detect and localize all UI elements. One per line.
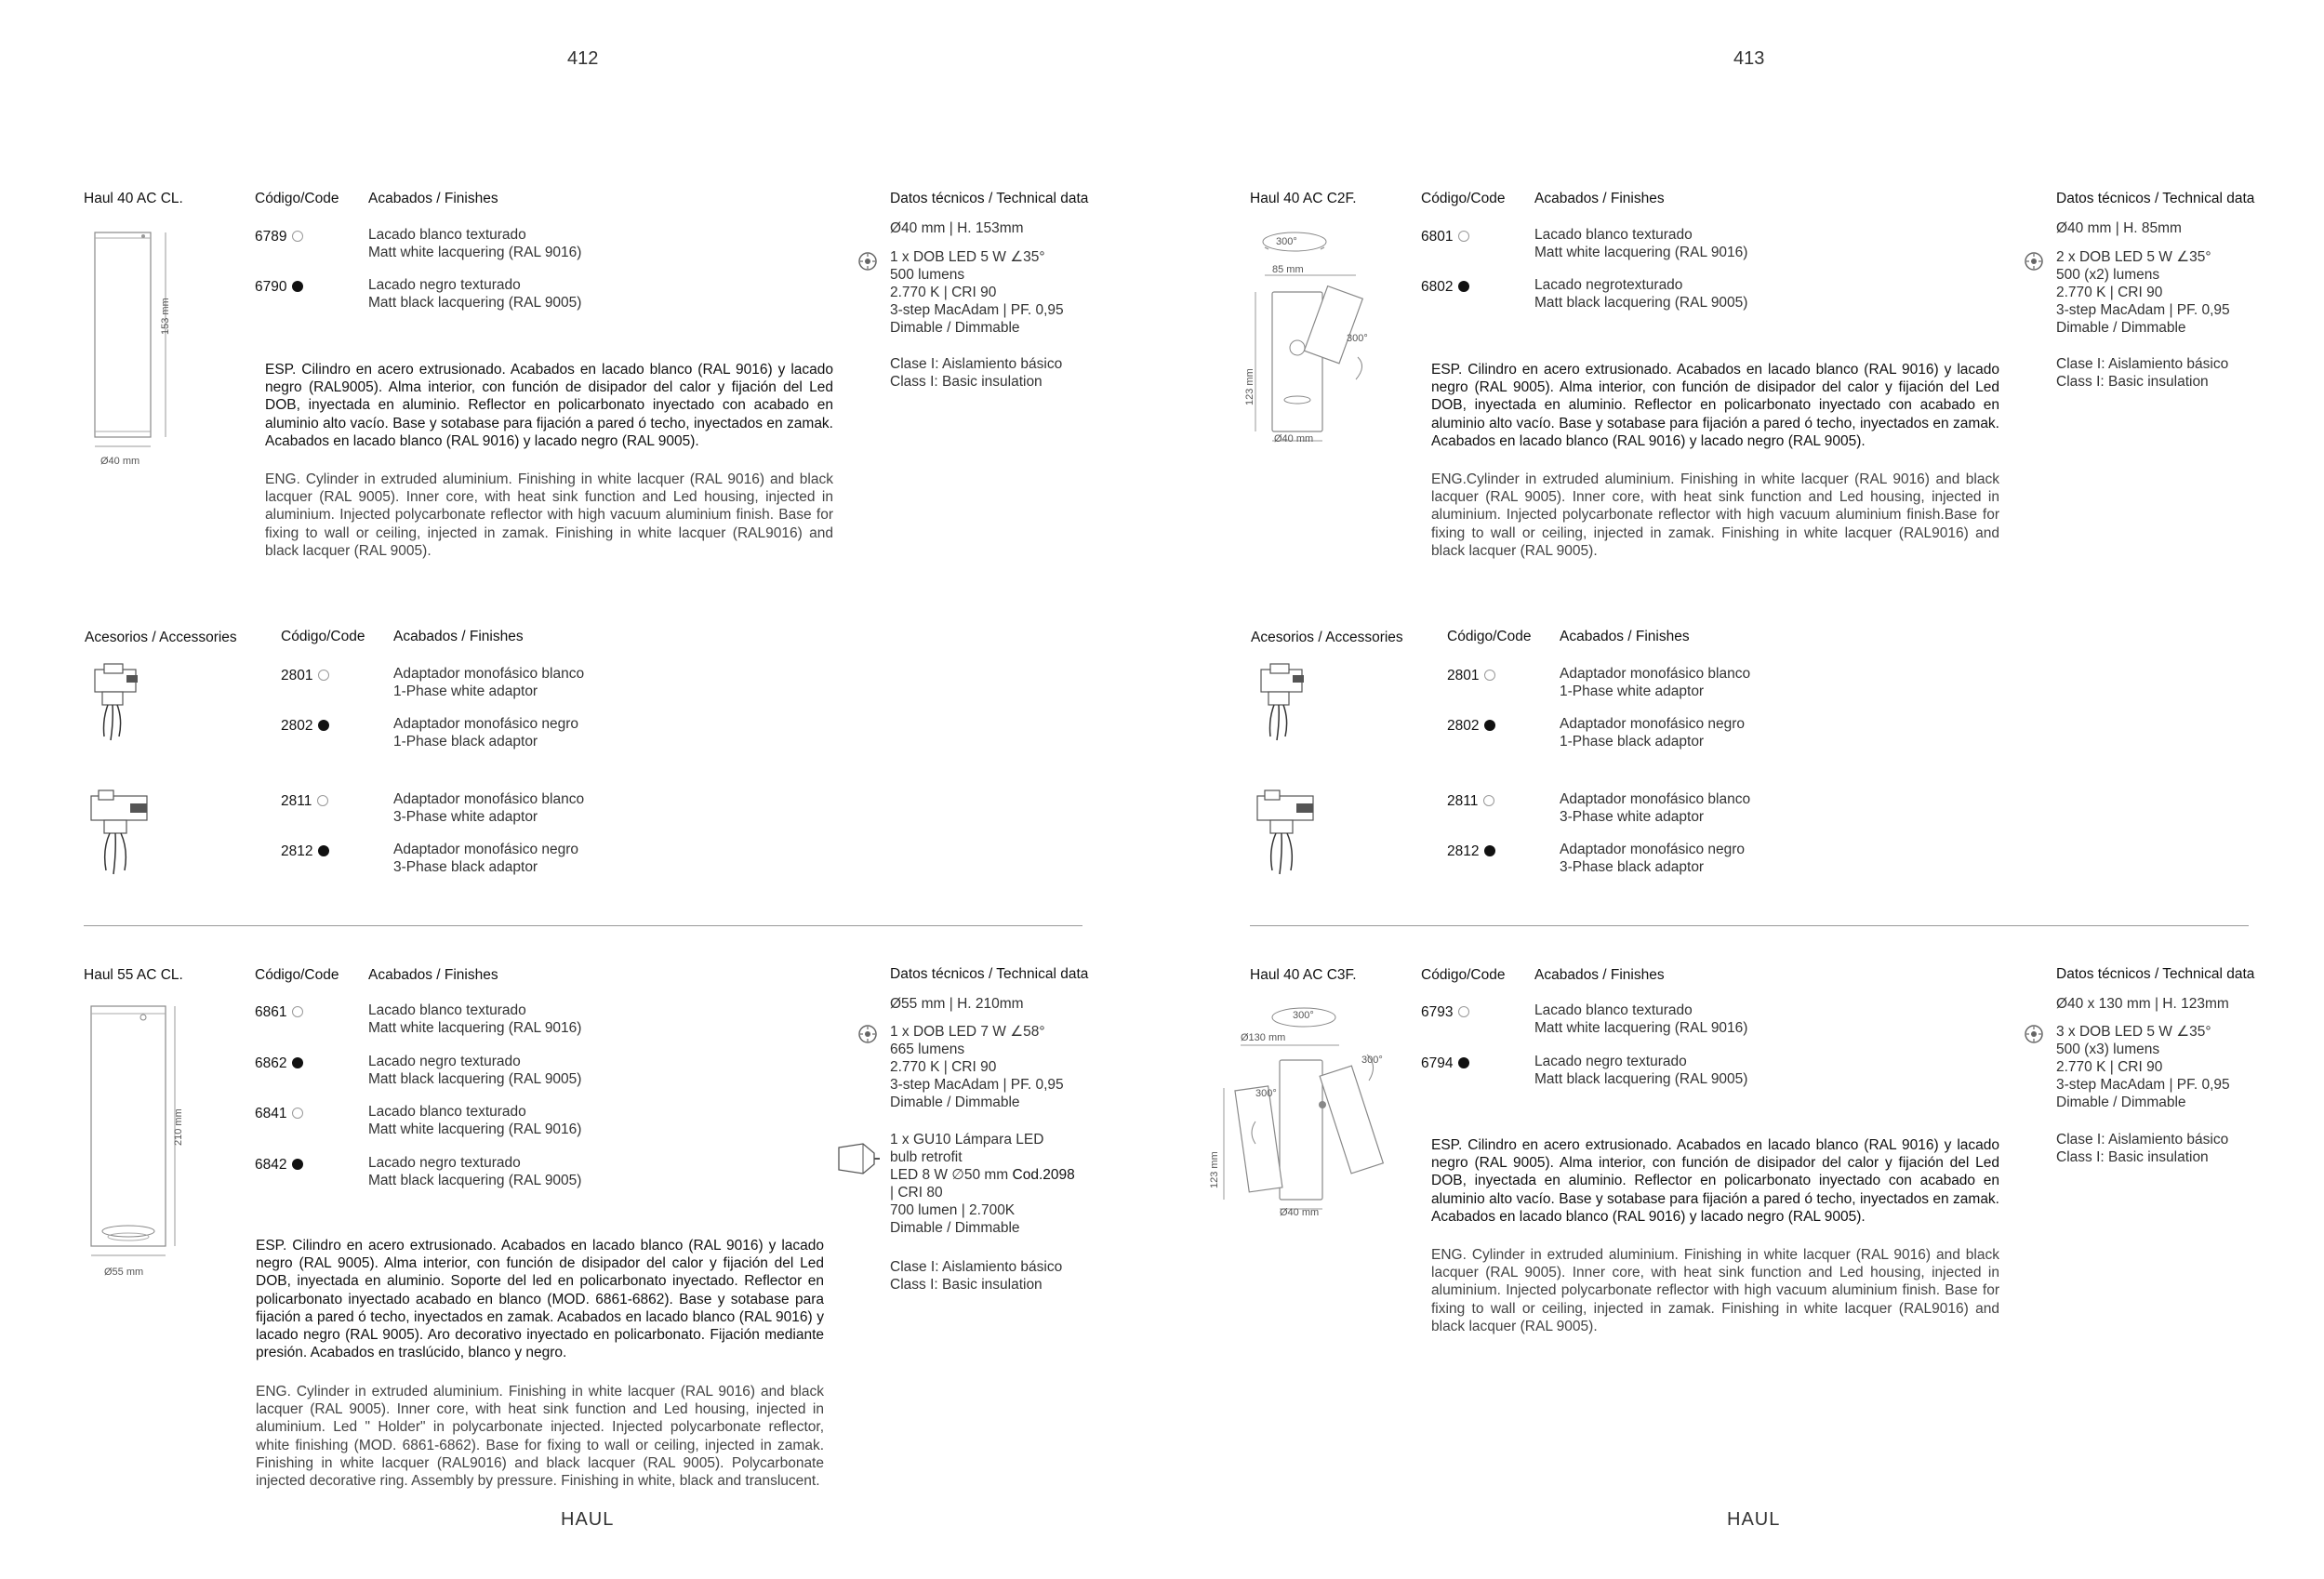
adaptor-1phase-drawing [1252,662,1317,746]
code-header: Código/Code [255,191,339,206]
accessories-header: Acesorios / Accessories [85,630,237,645]
white-finish-dot [1458,1006,1469,1017]
diameter-dimension: Ø55 mm [104,1267,144,1278]
code-item: 6862 [255,1055,303,1072]
finish-item: Lacado blanco texturado Matt white lacquering (RAL 9016) [1534,227,1748,260]
code-item: 6794 [1421,1055,1469,1072]
tech-header: Datos técnicos / Technical data [2056,966,2255,982]
finish-item: Adaptador monofásico negro 3-Phase black adaptor [393,842,579,875]
finishes-header: Acabados / Finishes [368,967,498,983]
adaptor-1phase-drawing [86,662,151,746]
white-finish-dot [292,1108,303,1119]
rotation-label: 300° [1276,236,1297,247]
finish-item: Lacado blanco texturado Matt white lacquering (RAL 9016) [1534,1002,1748,1036]
finish-item: Lacado negro texturado Matt black lacquering (RAL 9005) [368,1054,582,1087]
tech-dimensions: Ø40 mm | H. 85mm [2056,220,2182,236]
black-finish-dot [318,845,329,856]
product-title: Haul 40 AC C2F. [1250,191,1357,206]
product-drawing [1246,227,1395,450]
height-dimension: 153 mm [160,298,171,335]
code-header: Código/Code [1447,629,1532,644]
gu10-specs: 1 x GU10 Lámpara LED bulb retrofit LED 8 W ∅50 mm Cod.2098 | CRI 80 700 lumen | 2.700K Dimable / Dimmable [890,1132,1075,1236]
tech-specs: 1 x DOB LED 5 W ∠35° 500 lumens 2.770 K | CRI 90 3-step MacAdam | PF. 0,95 Dimable / Dimmable [890,249,1064,336]
product-title: Haul 55 AC CL. [84,967,183,983]
product-drawing [74,223,195,474]
page-number-left: 412 [567,48,599,69]
section-divider [84,925,1082,926]
description-eng: ENG. Cylinder in extruded aluminium. Finishing in white lacquer (RAL 9016) and black lacquer (RAL 9005). Inner core, with heat sink function and Led housing, injected in aluminium. Led " Holder" in polycarbonate injected. Injected polycarbonate reflector, white finishing (MOD. 6861-6862). Base for fixing to wall or ceiling, injected in zamak. Finishing in white lacquer (RAL9016) and black lacquer (RAL 9005). Polycarbonate injected decorative ring. Assembly by pressure. Finishing in white, black and translucent. [256,1384,824,1490]
description-eng: ENG.Cylinder in extruded aluminium. Finishing in white lacquer (RAL 9016) and black lacquer (RAL 9005). Inner core, with heat sink function and Led housing, injected in aluminium. Injected polycarbonate reflector with high vacuum aluminium finish.Base for fixing to wall or ceiling, injected in zamak. Finishing in white lacquer (RAL9016) and black lacquer (RAL 9005). [1431,471,1999,559]
insulation-class: Clase I: Aislamiento básico Class I: Basic insulation [890,356,1063,390]
white-finish-dot [292,231,303,242]
black-finish-dot [318,720,329,731]
black-finish-dot [1458,1057,1469,1068]
product-title: Haul 40 AC CL. [84,191,183,206]
insulation-class: Clase I: Aislamiento básico Class I: Basic insulation [890,1259,1063,1293]
code-item: 6841 [255,1106,303,1122]
code-item: 2802 [281,718,329,735]
code-item: 2801 [1447,668,1495,684]
led-icon [857,1024,878,1049]
tech-header: Datos técnicos / Technical data [890,191,1089,206]
insulation-class: Clase I: Aislamiento básico Class I: Basic insulation [2056,356,2229,390]
finishes-header: Acabados / Finishes [368,191,498,206]
finish-item: Adaptador monofásico negro 3-Phase black adaptor [1560,842,1746,875]
black-finish-dot [292,1159,303,1170]
code-item: 2812 [1447,843,1495,860]
rotation-label: 300° [1361,1055,1383,1066]
finish-item: Adaptador monofásico blanco 3-Phase white adaptor [393,791,585,825]
finish-item: Lacado negro texturado Matt black lacquering (RAL 9005) [368,1155,582,1188]
product-title: Haul 40 AC C3F. [1250,967,1357,983]
black-finish-dot [292,1057,303,1068]
tech-header: Datos técnicos / Technical data [890,966,1089,982]
insulation-class: Clase I: Aislamiento básico Class I: Basic insulation [2056,1132,2229,1165]
rotation-label: 300° [1293,1010,1314,1021]
finish-item: Adaptador monofásico blanco 3-Phase white adaptor [1560,791,1751,825]
code-item: 6842 [255,1157,303,1174]
description-esp: ESP. Cilindro en acero extrusionado. Acabados en lacado blanco (RAL 9016) y lacado negro (RAL9005). Alma interior, con función de disipador del calor y fijación del Led DOB, inyectada en aluminio. Reflector en policarbonato inyectado con acabado en aluminio alto vacío. Base y sotabase para fijación a pared ó techo, inyectados en zamak. Acabados en lacado blanco (RAL 9016) y lacado negro (RAL 9005). [265,362,833,449]
white-finish-dot [317,795,328,806]
tech-specs: 1 x DOB LED 7 W ∠58° 665 lumens 2.770 K | CRI 90 3-step MacAdam | PF. 0,95 Dimable / Dimmable [890,1024,1064,1110]
code-item: 6789 [255,229,303,245]
finishes-header: Acabados / Finishes [1560,629,1690,644]
height-dimension: 123 mm [1209,1151,1220,1188]
diameter-dimension: Ø40 mm [100,456,140,467]
description-eng: ENG. Cylinder in extruded aluminium. Finishing in white lacquer (RAL 9016) and black lacquer (RAL 9005). Inner core, with heat sink function and Led housing, injected in aluminium. Injected polycarbonate reflector with high vacuum aluminium finish. Base for fixing to wall or ceiling, injected in zamak. Finishing in white lacquer (RAL9016) and black lacquer (RAL 9005). [1431,1247,1999,1334]
finishes-header: Acabados / Finishes [1534,967,1665,983]
black-finish-dot [1484,845,1495,856]
code-header: Código/Code [255,967,339,983]
code-header: Código/Code [281,629,365,644]
code-item: 6801 [1421,229,1469,245]
finish-item: Adaptador monofásico negro 1-Phase black adaptor [1560,716,1746,750]
height-dimension: 210 mm [173,1108,184,1146]
tech-dimensions: Ø40 x 130 mm | H. 123mm [2056,996,2229,1012]
finishes-header: Acabados / Finishes [1534,191,1665,206]
led-icon [2024,251,2044,276]
finish-item: Adaptador monofásico blanco 1-Phase white adaptor [393,666,585,699]
gu10-bulb-icon [835,1140,880,1182]
rotation-label: 300° [1255,1088,1277,1099]
diameter-dimension: Ø40 mm [1280,1207,1320,1218]
accessories-header: Acesorios / Accessories [1251,630,1403,645]
code-item: 2801 [281,668,329,684]
black-finish-dot [292,281,303,292]
tech-specs: 2 x DOB LED 5 W ∠35° 500 (x2) lumens 2.770 K | CRI 90 3-step MacAdam | PF. 0,95 Dimable / Dimmable [2056,249,2230,336]
finish-item: Adaptador monofásico blanco 1-Phase white adaptor [1560,666,1751,699]
finish-item: Lacado blanco texturado Matt white lacquering (RAL 9016) [368,227,582,260]
description-esp: ESP. Cilindro en acero extrusionado. Acabados en lacado blanco (RAL 9016) y lacado negro (RAL 9005). Alma interior, con función de disipador del calor y fijación del Led DOB, inyectada en aluminio. Reflector en policarbonato inyectado con acabado en aluminio alto vacío. Base y sotabase para fijación a pared ó techo, inyectados en zamak. Acabados en lacado blanco (RAL 9016) y lacado negro (RAL 9005). [1431,362,1999,449]
code-item: 6861 [255,1004,303,1021]
finish-item: Lacado negro texturado Matt black lacquering (RAL 9005) [368,277,582,311]
code-item: 2811 [281,793,328,810]
finish-item: Lacado negrotexturado Matt black lacquering (RAL 9005) [1534,277,1748,311]
finish-item: Adaptador monofásico negro 1-Phase black adaptor [393,716,579,750]
white-finish-dot [292,1006,303,1017]
led-icon [857,251,878,276]
code-item: 6802 [1421,279,1469,296]
footer-brand-right: HAUL [1727,1509,1781,1530]
height-dimension: 123 mm [1244,368,1255,405]
adaptor-3phase-drawing [86,789,160,877]
description-esp: ESP. Cilindro en acero extrusionado. Acabados en lacado blanco (RAL 9016) y lacado negro (RAL 9005). Alma interior, con función de disipador del calor y fijación del Led DOB, inyectada en aluminio. Reflector en policarbonato inyectado con acabado en aluminio alto vacío. Base y sotabase para fijación a pared ó techo, inyectados en zamak. Acabados en lacado blanco (RAL 9016) y lacado negro (RAL 9005). [1431,1137,1999,1225]
code-item: 2802 [1447,718,1495,735]
code-header: Código/Code [1421,967,1506,983]
code-item: 6793 [1421,1004,1469,1021]
tech-dimensions: Ø55 mm | H. 210mm [890,996,1024,1012]
white-finish-dot [1458,231,1469,242]
black-finish-dot [1458,281,1469,292]
white-finish-dot [1483,795,1494,806]
description-esp: ESP. Cilindro en acero extrusionado. Acabados en lacado blanco (RAL 9016) y lacado negro (RAL 9005). Alma interior, con función de disipador del calor y fijación del Led DOB, inyectada en aluminio. Soporte del led en policarbonato inyectado. Reflector en policarbonato inyectado acabado en blanco (MOD. 6861-6862). Base y sotabase para fijación a pared ó techo, inyectados en zamak. Acabados en lacado blanco (RAL 9016) y lacado negro (RAL 9005). Aro decorativo inyectado en policarbonato. Fijación mediante presión. Acabados en traslúcido, blanco y negro. [256,1238,824,1361]
code-header: Código/Code [1421,191,1506,206]
tech-dimensions: Ø40 mm | H. 153mm [890,220,1024,236]
finish-item: Lacado blanco texturado Matt white lacquering (RAL 9016) [368,1002,582,1036]
width-dimension: Ø130 mm [1241,1032,1286,1043]
black-finish-dot [1484,720,1495,731]
led-icon [2024,1024,2044,1049]
finishes-header: Acabados / Finishes [393,629,524,644]
page-number-right: 413 [1733,48,1765,69]
white-finish-dot [1484,670,1495,681]
code-item: 2811 [1447,793,1494,810]
tech-specs: 3 x DOB LED 5 W ∠35° 500 (x3) lumens 2.770 K | CRI 90 3-step MacAdam | PF. 0,95 Dimable / Dimmable [2056,1024,2230,1110]
finish-item: Lacado blanco texturado Matt white lacquering (RAL 9016) [368,1104,582,1137]
width-dimension: 85 mm [1272,264,1304,275]
code-item: 6790 [255,279,303,296]
description-eng: ENG. Cylinder in extruded aluminium. Finishing in white lacquer (RAL 9016) and black lacquer (RAL 9005). Inner core, with heat sink function and Led housing, injected in aluminium. Injected polycarbonate reflector with high vacuum aluminium finish. Base for fixing to wall or ceiling, injected in zamak. Finishing in white lacquer (RAL9016) and black lacquer (RAL 9005). [265,471,833,559]
adaptor-3phase-drawing [1252,789,1326,877]
rotation-label: 300° [1347,333,1368,344]
finish-item: Lacado negro texturado Matt black lacquering (RAL 9005) [1534,1054,1748,1087]
white-finish-dot [318,670,329,681]
footer-brand-left: HAUL [561,1509,615,1530]
code-item: 2812 [281,843,329,860]
tech-header: Datos técnicos / Technical data [2056,191,2255,206]
section-divider [1250,925,2249,926]
diameter-icon: ∅ [951,1167,964,1183]
diameter-dimension: Ø40 mm [1274,433,1314,445]
